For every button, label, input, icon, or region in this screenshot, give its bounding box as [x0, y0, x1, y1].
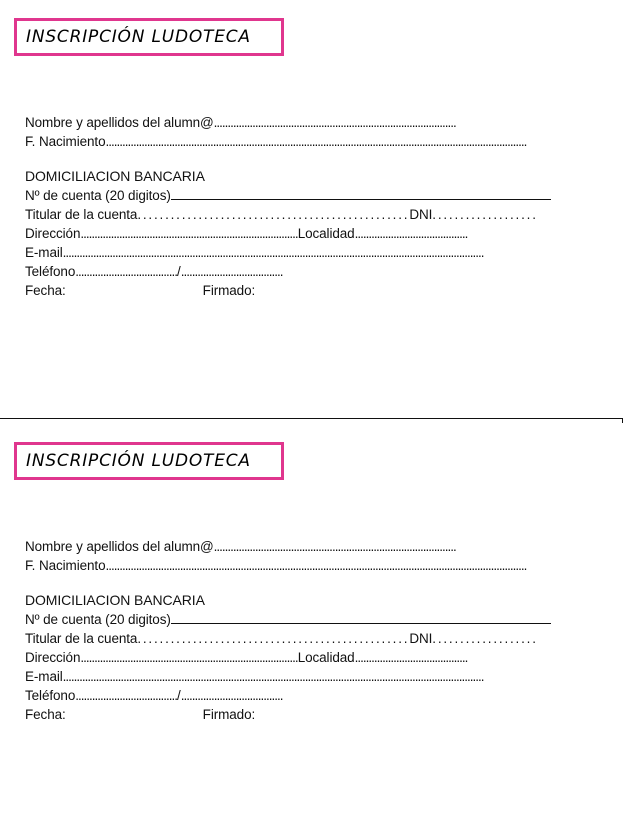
city-blank[interactable]: ......................................... [354, 226, 468, 241]
date-signature-line [25, 706, 255, 723]
birth-label: F. Nacimiento [25, 134, 106, 149]
email-label: E-mail [25, 669, 63, 684]
account-blank[interactable] [171, 187, 551, 200]
address-label: Dirección [25, 650, 81, 665]
date-label: Fecha: [25, 283, 66, 298]
email-line [25, 668, 484, 685]
email-blank[interactable]: ......................................................................................................................................................... [62, 669, 484, 684]
student-name-blank[interactable]: ........................................................................................ [213, 115, 456, 130]
holder-blank[interactable]: ................................................. [137, 207, 410, 222]
date-signature-line [25, 282, 255, 299]
birth-line [25, 557, 526, 574]
phone-blank-2[interactable]: ..................................... [180, 264, 283, 279]
holder-line [25, 206, 538, 223]
student-name-label: Nombre y apellidos del alumn@ [25, 115, 214, 130]
dni-blank[interactable]: ................... [432, 207, 538, 222]
form-title-box [14, 18, 284, 56]
birth-label: F. Nacimiento [25, 558, 106, 573]
dni-label: DNI [409, 631, 433, 646]
form-title-box [14, 442, 284, 480]
city-label: Localidad [297, 650, 355, 665]
birth-blank[interactable]: ......................................................................................................................................................... [105, 134, 527, 149]
bank-heading: DOMICILIACION BANCARIA [25, 168, 205, 184]
cut-line-tick [618, 418, 623, 423]
email-blank[interactable]: ......................................................................................................................................................... [62, 245, 484, 260]
email-label: E-mail [25, 245, 63, 260]
city-label: Localidad [297, 226, 355, 241]
phone-blank-1[interactable]: ..................................... [75, 264, 178, 279]
phone-label: Teléfono [25, 264, 76, 279]
address-blank[interactable]: ............................................................................... [80, 226, 298, 241]
phone-line [25, 687, 282, 704]
account-label: Nº de cuenta (20 digitos) [25, 612, 171, 627]
account-line [25, 187, 551, 204]
holder-line [25, 630, 538, 647]
date-label: Fecha: [25, 707, 66, 722]
phone-label: Teléfono [25, 688, 76, 703]
phone-blank-1[interactable]: ..................................... [75, 688, 178, 703]
signed-label: Firmado: [202, 283, 256, 298]
dni-label: DNI [409, 207, 433, 222]
cut-line [0, 418, 622, 419]
phone-separator: / [177, 264, 181, 279]
account-blank[interactable] [171, 611, 551, 624]
holder-blank[interactable]: ................................................. [137, 631, 410, 646]
address-line [25, 649, 467, 666]
birth-blank[interactable]: ......................................................................................................................................................... [105, 558, 527, 573]
address-blank[interactable]: ............................................................................... [80, 650, 298, 665]
email-line [25, 244, 484, 261]
form-title: INSCRIPCIÓN LUDOTECA [26, 27, 251, 47]
phone-line [25, 263, 282, 280]
birth-line [25, 133, 526, 150]
dni-blank[interactable]: ................... [432, 631, 538, 646]
address-label: Dirección [25, 226, 81, 241]
bank-heading: DOMICILIACION BANCARIA [25, 592, 205, 608]
city-blank[interactable]: ......................................... [354, 650, 468, 665]
form-title: INSCRIPCIÓN LUDOTECA [26, 451, 251, 471]
signed-label: Firmado: [202, 707, 256, 722]
phone-separator: / [177, 688, 181, 703]
student-name-label: Nombre y apellidos del alumn@ [25, 539, 214, 554]
holder-label: Titular de la cuenta [25, 631, 138, 646]
student-name-line [25, 538, 456, 555]
address-line [25, 225, 467, 242]
account-label: Nº de cuenta (20 digitos) [25, 188, 171, 203]
account-line [25, 611, 551, 628]
student-name-blank[interactable]: ........................................................................................ [213, 539, 456, 554]
holder-label: Titular de la cuenta [25, 207, 138, 222]
student-name-line [25, 114, 456, 131]
phone-blank-2[interactable]: ..................................... [180, 688, 283, 703]
